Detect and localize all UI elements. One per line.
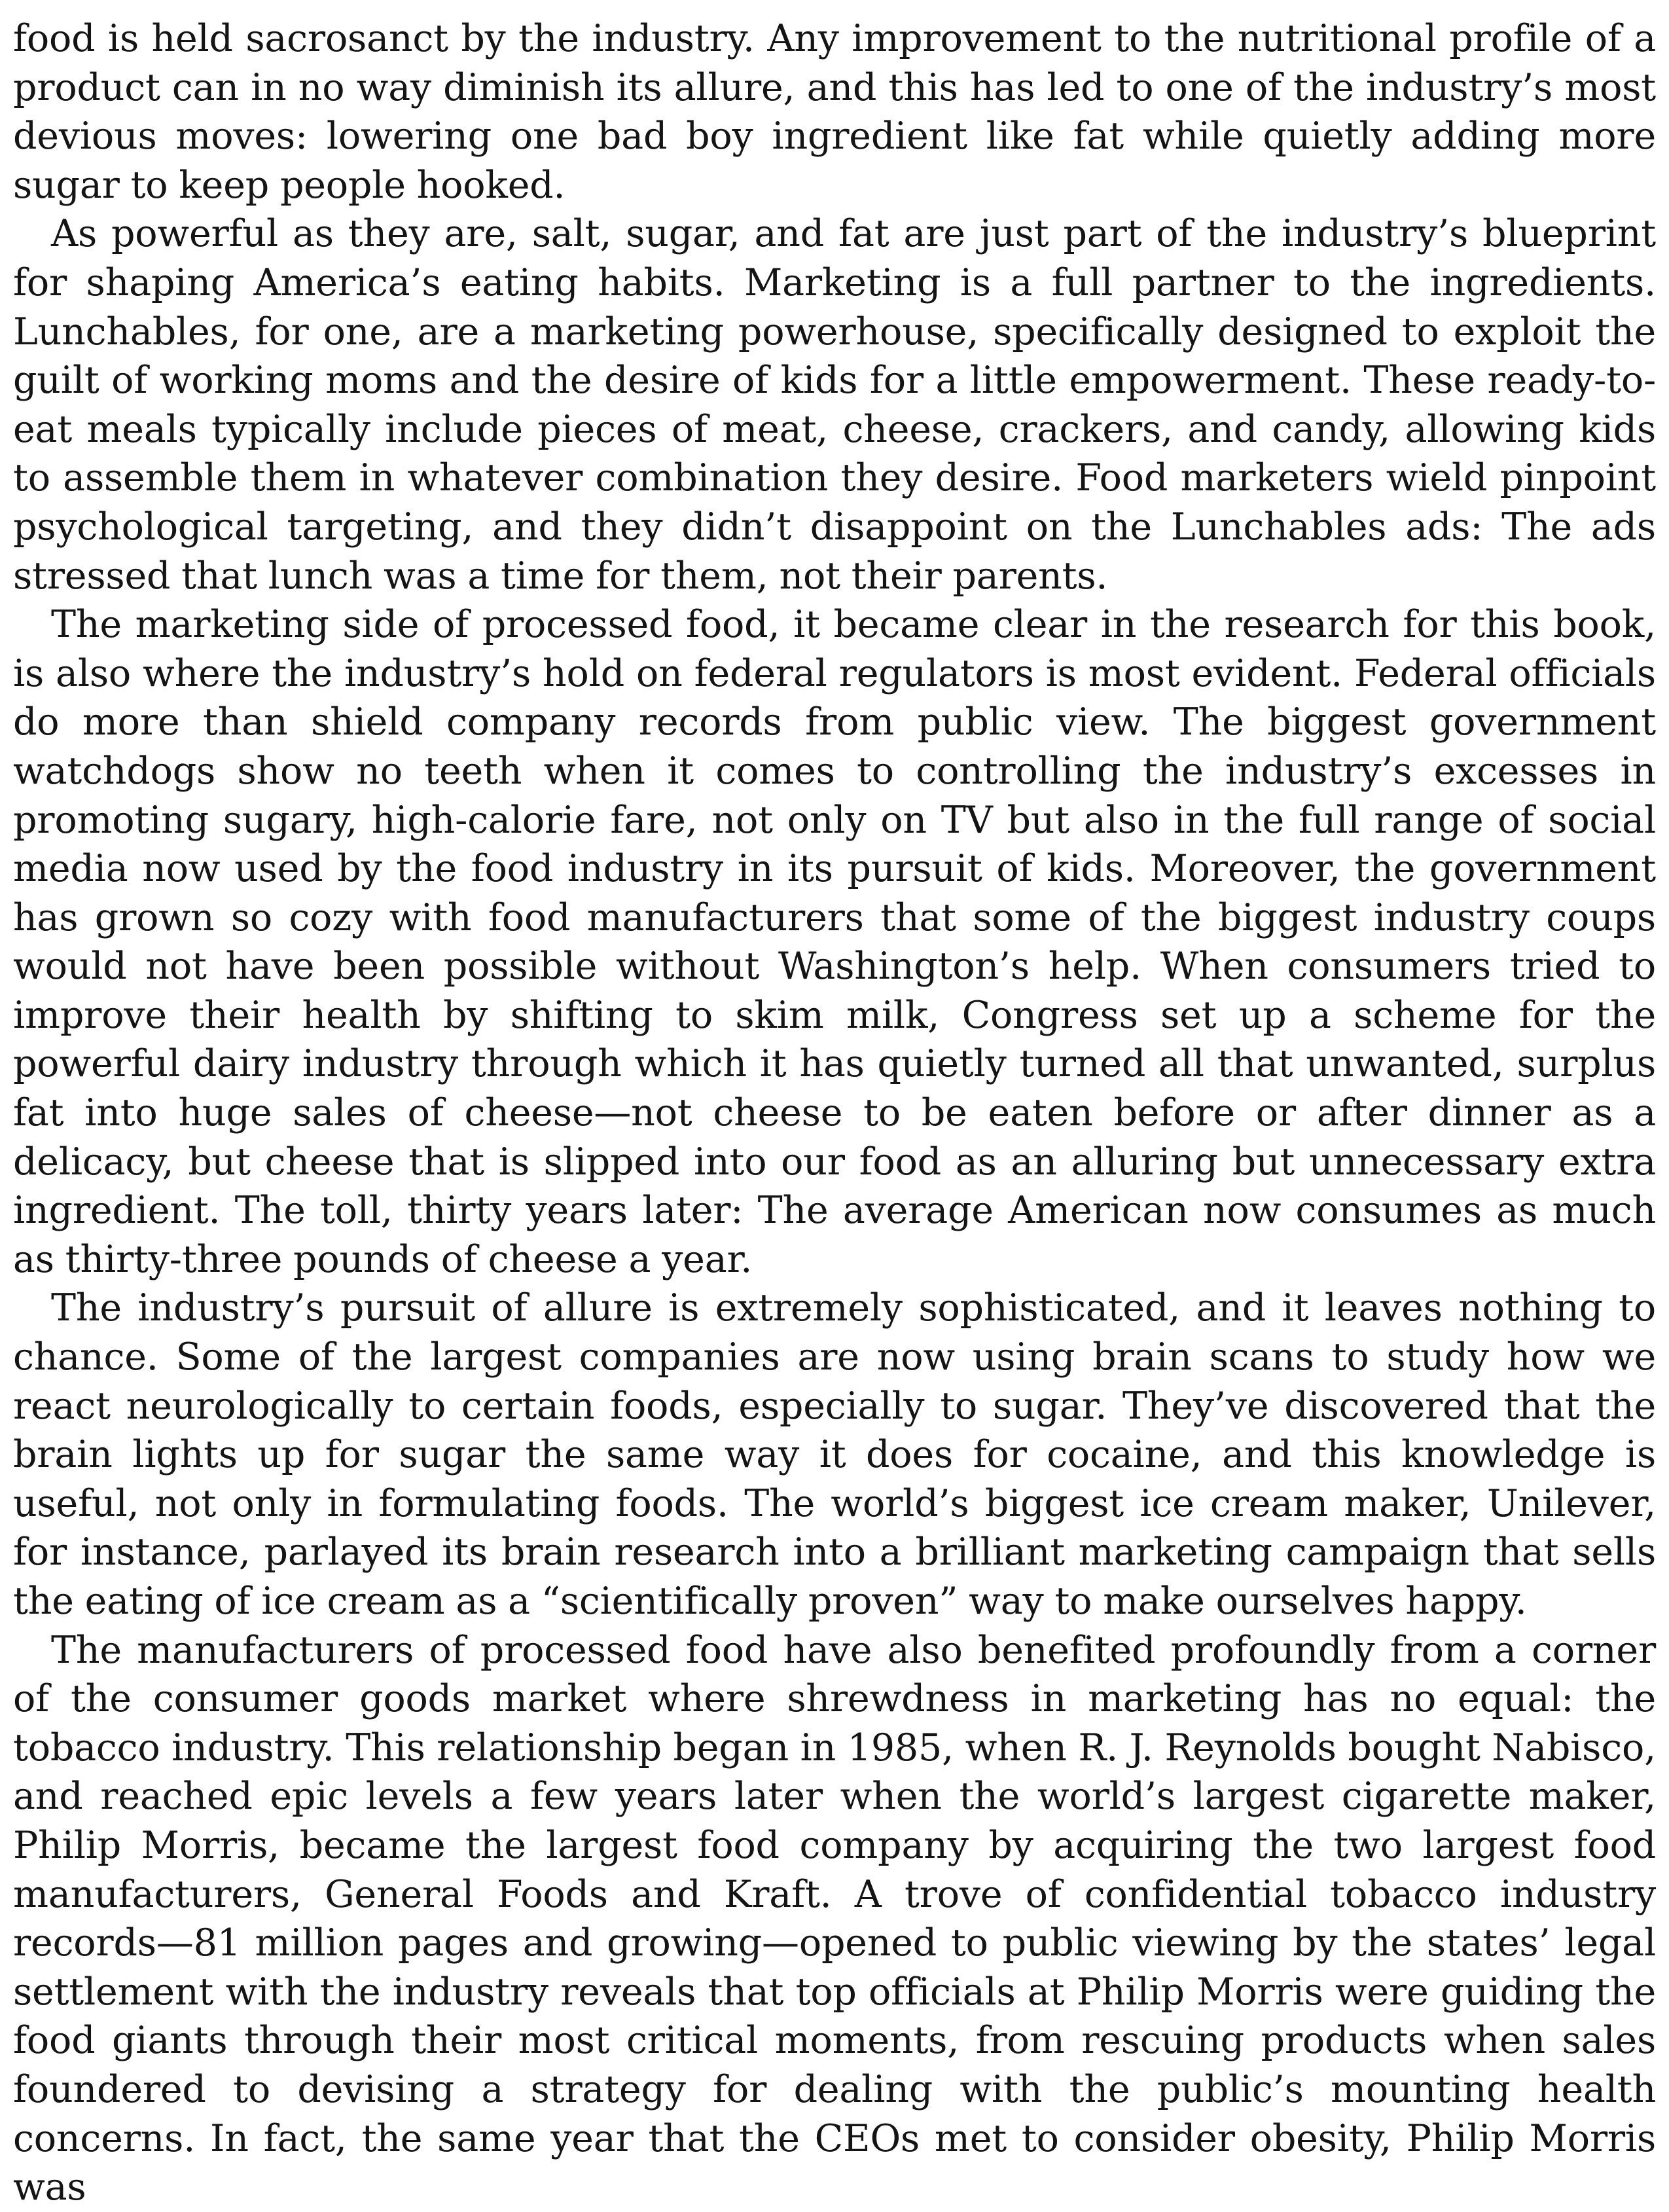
body-text [13,14,1656,2212]
paragraph-1: food is held sacrosanct by the industry. Any improvement to the nutritional profile of a product can in no way diminish its allure, and this has led to one of the industry’s most devious moves: lowering one bad boy ingredient like fat while quietly adding more sugar to keep people hooked. [13,17,1656,207]
paragraph-5: The manufacturers of processed food have also benefited profoundly from a corner of the consumer goods market where shrewdness in marketing has no equal: the tobacco industry. This relationship began in 1985, when R. J. Reynolds bought Nabisco, and reached epic levels a few years later when the world’s largest cigarette maker, Philip Morris, became the largest food company by acquiring the two largest food manufacturers, General Foods and Kraft. A trove of confidential tobacco industry records—81 million pages and growing—opened to public viewing by the states’ legal settlement with the industry reveals that top officials at Philip Morris were guiding the food giants through their most critical moments, from rescuing products when sales foundered to devising a strategy for dealing with the public’s mounting health concerns. In fact, the same year that the CEOs met to consider obesity, Philip Morris was [13,1628,1656,2209]
paragraph-2: As powerful as they are, salt, sugar, and fat are just part of the industry’s blueprint for shaping America’s eating habits. Marketing is a full partner to the ingredients. Lunchables, for one, are a marketing powerhouse, specifically designed to exploit the guilt of working moms and the desire of kids for a little empowerment. These ready-to-eat meals typically include pieces of meat, cheese, crackers, and candy, allowing kids to assemble them in whatever combination they desire. Food marketers wield pinpoint psychological targeting, and they didn’t disappoint on the Lunchables ads: The ads stressed that lunch was a time for them, not their parents. [13,212,1656,598]
paragraph-4: The industry’s pursuit of allure is extremely sophisticated, and it leaves nothing to chance. Some of the largest companies are now using brain scans to study how we react neurologically to certain foods, especially to sugar. They’ve discovered that the brain lights up for sugar the same way it does for cocaine, and this knowledge is useful, not only in formulating foods. The world’s biggest ice cream maker, Unilever, for instance, parlayed its brain research into a brilliant marketing campaign that sells the eating of ice cream as a “scientifically proven” way to make ourselves happy. [13,1286,1656,1623]
paragraph-3: The marketing side of processed food, it became clear in the research for this book, is also where the industry’s hold on federal regulators is most evident. Federal officials do more than shield company records from public view. The biggest government watchdogs show no teeth when it comes to controlling the industry’s excesses in promoting sugary, high-calorie fare, not only on TV but also in the full range of social media now used by the food industry in its pursuit of kids. Moreover, the government has grown so cozy with food manufacturers that some of the biggest industry coups would not have been possible without Washington’s help. When consumers tried to improve their health by shifting to skim milk, Congress set up a scheme for the powerful dairy industry through which it has quietly turned all that unwanted, surplus fat into huge sales of cheese—not cheese to be eaten before or after dinner as a delicacy, but cheese that is slipped into our food as an alluring but unnecessary extra ingredient. The toll, thirty years later: The average American now consumes as much as thirty-three pounds of cheese a year. [13,603,1656,1281]
